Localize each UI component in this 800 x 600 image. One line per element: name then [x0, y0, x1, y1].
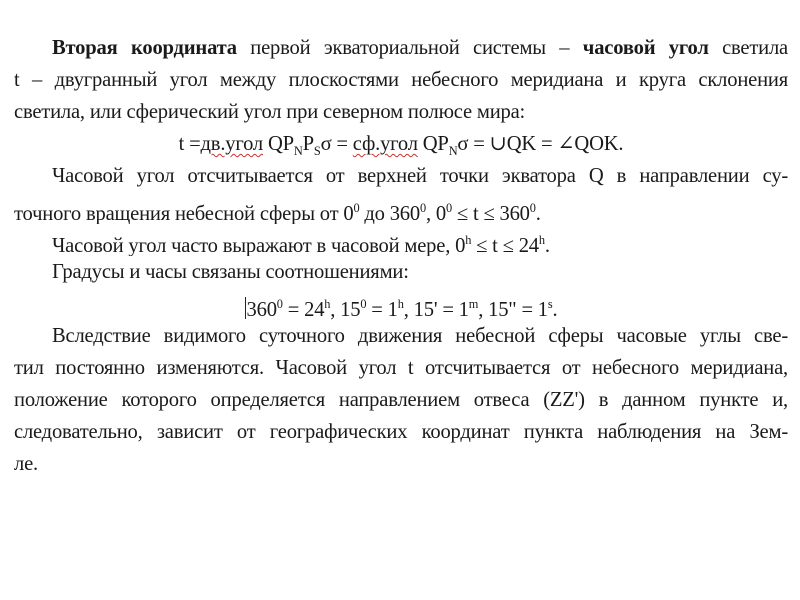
text-cursor — [245, 297, 246, 319]
text: Часовой угол часто выражают в часовой мере, 0 — [52, 234, 466, 256]
superscript: h — [465, 233, 472, 247]
paragraph-4: Градусы и часы связаны соотношениями: — [52, 261, 409, 283]
paragraph-2-line-1: Часовой угол отсчитывается от верхней точки экватора Q в направлении су- — [52, 165, 788, 187]
text: первой экваториальной системы – — [236, 37, 583, 59]
text: ≤ t ≤ 360 — [451, 202, 530, 224]
subscript: N — [293, 144, 303, 159]
document-body — [14, 32, 788, 480]
bold-term-hour-angle: часовой угол — [582, 37, 709, 59]
superscript: m — [468, 297, 479, 311]
paragraph-3 — [14, 224, 788, 256]
formula-text: = 1 — [366, 298, 398, 320]
formula-text: . — [552, 298, 558, 320]
paragraph-5-line-5: ле. — [14, 453, 38, 475]
subscript: N — [448, 144, 458, 159]
text: , 0 — [425, 202, 446, 224]
superscript: s — [547, 297, 553, 311]
superscript: 0 — [420, 201, 426, 215]
formula-text: QP — [417, 133, 449, 155]
paragraph-1-line-3: светила, или сферический угол при северном полюсе мира: — [14, 101, 526, 123]
slide-top-bar — [0, 0, 800, 28]
paragraph-5-line-2: тил постоянно изменяются. Часовой угол t отсчитывается от небесного меридиана, — [14, 357, 788, 379]
formula-text: 360 — [246, 298, 277, 320]
text: . — [544, 234, 550, 256]
formula-text: , 15' = 1 — [403, 298, 469, 320]
formula-text: σ = ∪QK = ∠QOK. — [457, 133, 624, 155]
paragraph-5-line-4: следовательно, зависит от географических координат пункта наблюдения на Зем- — [14, 421, 788, 443]
formula-text: = 24 — [282, 298, 325, 320]
superscript: 0 — [353, 201, 360, 215]
subscript: S — [313, 144, 321, 159]
paragraph-2-line-2 — [14, 192, 788, 224]
superscript: 0 — [529, 201, 536, 215]
formula-text: , 15" = 1 — [478, 298, 548, 320]
superscript: h — [397, 297, 404, 311]
text: точного вращения небесной сферы от 0 — [14, 202, 354, 224]
formula-text: P — [302, 133, 314, 155]
paragraph-5-line-1: Вследствие видимого суточного движения небесной сферы часовые углы све- — [52, 325, 788, 347]
formula-text: QP — [263, 133, 294, 155]
superscript: h — [538, 233, 545, 247]
superscript: 0 — [445, 201, 452, 215]
superscript: h — [324, 297, 331, 311]
text: . — [535, 202, 541, 224]
superscript: 0 — [360, 297, 367, 311]
formula-text: сф.угол — [352, 133, 418, 155]
formula-text: t = — [178, 133, 201, 155]
paragraph-1-line-2: t – двугранный угол между плоскостями небесного меридиана и круга склонения — [14, 69, 788, 91]
formula-text: , 15 — [330, 298, 361, 320]
formula-degree-hour-relations — [14, 288, 788, 320]
paragraph-1-line-1 — [14, 32, 788, 64]
paragraph-5-line-3: положение которого определяется направлением отвеса (ZZ') в данном пункте и, — [14, 389, 788, 411]
superscript: 0 — [276, 297, 283, 311]
formula-text: дв.угол — [200, 133, 263, 155]
text: светила — [708, 37, 788, 59]
formula-hour-angle — [14, 128, 788, 160]
bold-term-second-coordinate: Вторая координата — [52, 37, 237, 59]
text: до 360 — [359, 202, 420, 224]
text: ≤ t ≤ 24 — [471, 234, 539, 256]
formula-text: σ = — [320, 133, 353, 155]
